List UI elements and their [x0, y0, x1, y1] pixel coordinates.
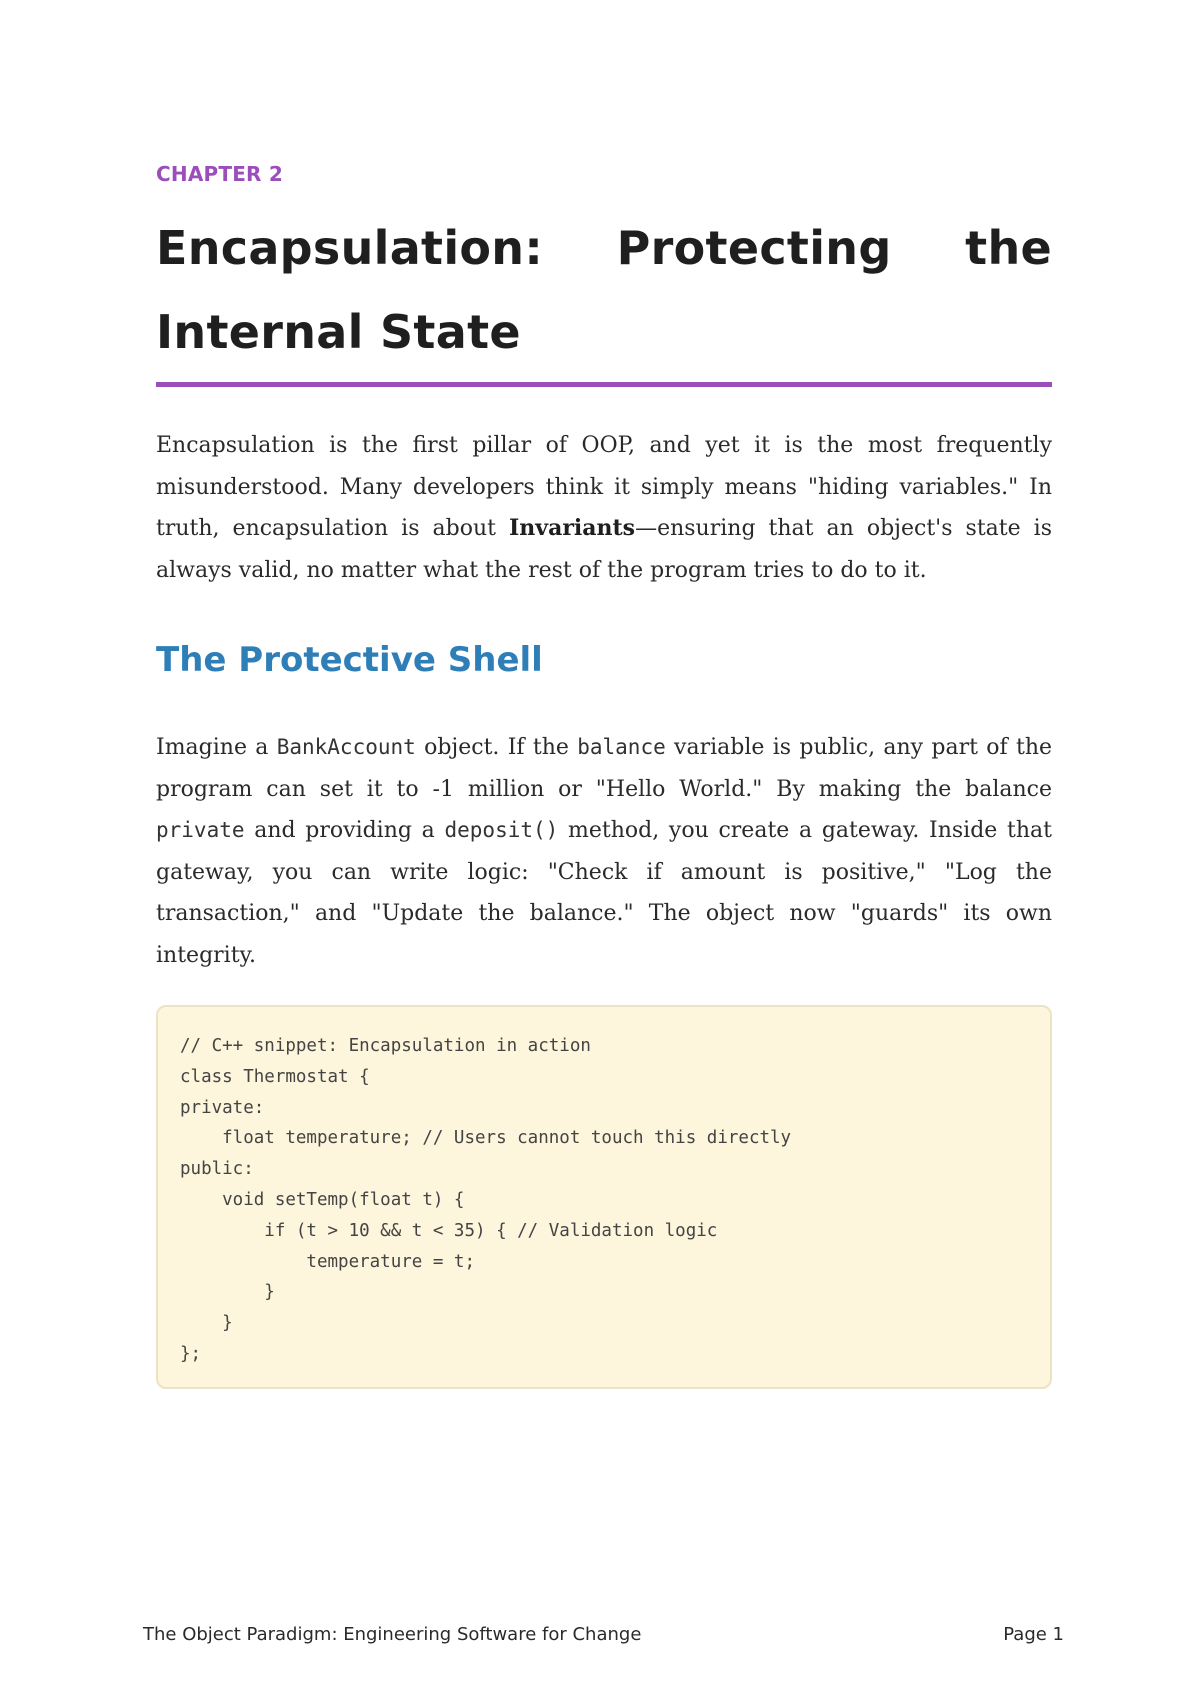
intro-paragraph	[156, 425, 1052, 591]
code-line: class Thermostat {	[180, 1066, 370, 1087]
section-text-5: method, you create a gateway. Inside that gateway, you can write logic: "Check if amount is positive," "Log the transaction," and "Update the balance." The object now "guards" its own integrity.	[156, 818, 1052, 968]
section-text-3: variable is public, any part of the program can set it to -1 million or "Hello World." By making the balance	[156, 735, 1053, 802]
code-line: public:	[180, 1159, 254, 1180]
section-text-4: and providing a	[244, 818, 445, 843]
code-line: };	[180, 1343, 202, 1364]
inline-code-bankaccount: BankAccount	[276, 735, 416, 759]
document-page	[156, 0, 1052, 1696]
footer-book-title: The Object Paradigm: Engineering Software for Change	[143, 1624, 642, 1645]
code-line: float temperature; // Users cannot touch this directly	[180, 1128, 792, 1149]
section-paragraph	[156, 727, 1052, 976]
inline-code-private: private	[156, 818, 245, 842]
section-text-2: object. If the	[415, 735, 578, 760]
section-heading: The Protective Shell	[156, 640, 543, 680]
code-line: }	[180, 1313, 233, 1334]
code-line: temperature = t;	[180, 1251, 476, 1272]
chapter-title: Encapsulation: Protecting the Internal State	[156, 221, 1052, 359]
intro-text-2: —ensuring that an object's state is always valid, no matter what the rest of the program tries to do to it.	[156, 516, 1052, 583]
inline-code-balance: balance	[577, 735, 666, 759]
intro-bold-term: Invariants	[509, 515, 636, 541]
chapter-label: CHAPTER 2	[156, 162, 283, 186]
code-line: // C++ snippet: Encapsulation in action	[180, 1036, 591, 1056]
intro-text-1: Encapsulation is the first pillar of OOP, and yet it is the most frequently misunderstood. Many developers think it simply means "hiding variables." In truth, encapsulation is about	[156, 433, 1052, 541]
code-line: private:	[180, 1097, 265, 1118]
footer-page-number: Page 1	[1003, 1624, 1064, 1645]
title-divider	[156, 382, 1052, 387]
code-block	[156, 1005, 1052, 1389]
inline-code-deposit: deposit()	[444, 818, 559, 842]
section-text-1: Imagine a	[156, 735, 277, 760]
code-line: if (t > 10 && t < 35) { // Validation logic	[180, 1220, 718, 1241]
code-line: }	[180, 1282, 275, 1303]
code-line: void setTemp(float t) {	[180, 1189, 465, 1210]
